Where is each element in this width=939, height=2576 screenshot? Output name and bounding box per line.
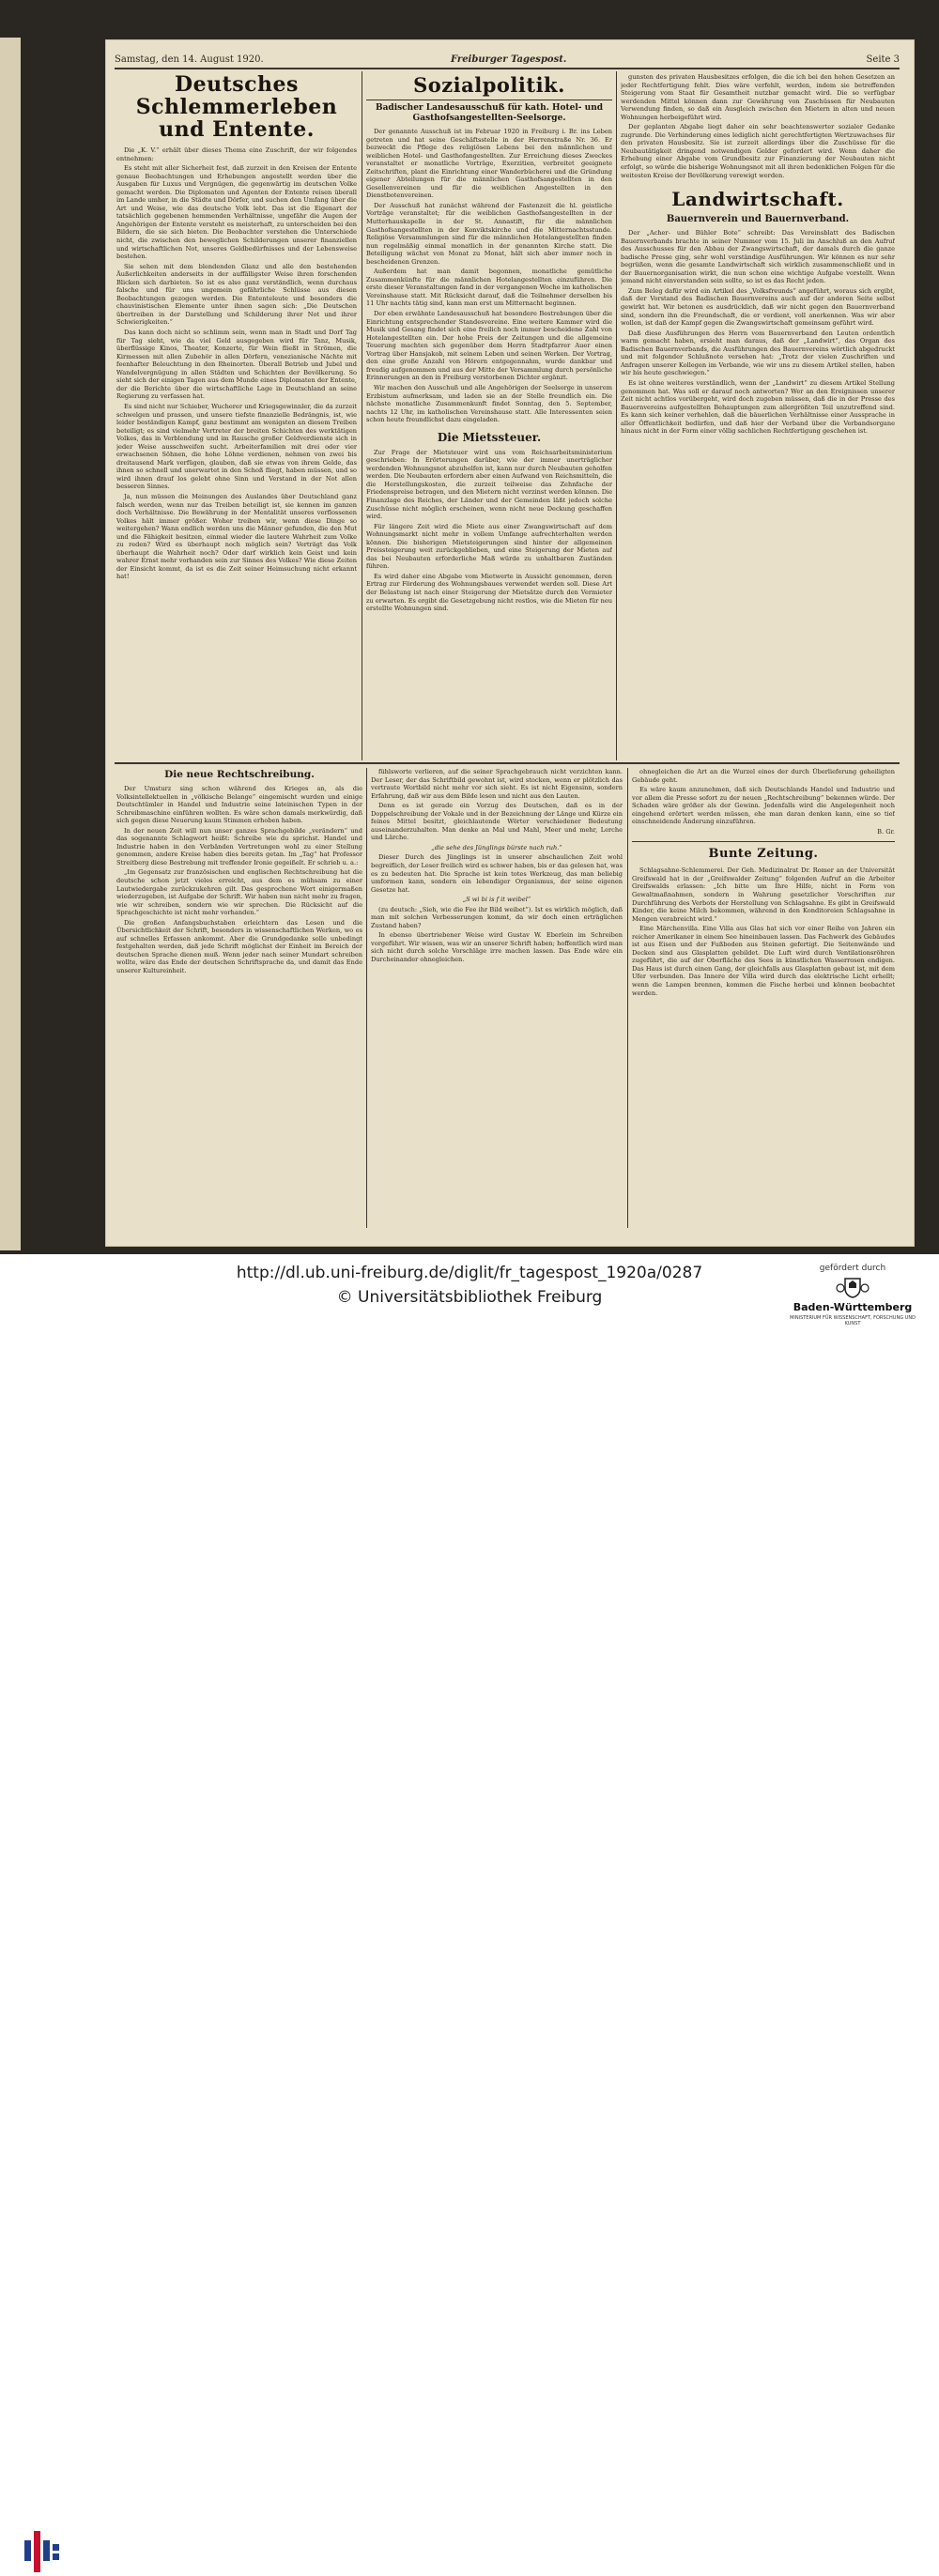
column-rule (616, 71, 617, 760)
paragraph: Zur Frage der Mietsteuer wird uns vom Reichsarbeitsministerium geschrieben: In Erörterungen darüber, wie der immer unerträglicher werdenden Wohnungsnot abzuhelfen ist, kann nur durch Neubauten geholfen werden. Die Neubauten erfordern aber einen Aufwand von Reichsmitteln, die die Herstellungskosten, die zurzeit teilweise das Zehnfache der Friedenspreise betragen, und den Mietern nicht verzinst werden können. Die Finanzlage des Reiches, der Länder und der Gemeinden läßt jedoch solche Zuschüsse nicht möglich erscheinen, wenn nicht neue Deckung geschaffen wird. (366, 448, 612, 521)
article-title: Deutsches Schlemmerleben (135, 73, 338, 119)
article-landwirtschaft (621, 73, 895, 437)
article-schlemmerleben (116, 73, 357, 583)
header-date: Samstag, den 14. August 1920. (115, 54, 264, 65)
quote-line: „die sehe des Jünglings bürste nach ruh.“ (431, 843, 562, 851)
paragraph: Die „K. V.“ erhält über dieses Thema eine Zuschrift, der wir folgendes entnehmen: (116, 146, 357, 162)
paragraph: Schlagsahne-Schlemmerei. Der Geh. Medizinalrat Dr. Romer an der Universität Greifswald hat in der „Greifswalder Zeitung“ folgenden Aufruf an die Arbeiter Greifswalds erlassen: „Ich bitte um Ihre Hilfe, nicht in Form von Gewaltmaßnahmen, sondern in Wahrung gesetzlicher Vorschriften zur Durchführung des Verbots der Herstellung von Schlagsahne. Es gibt in Greifswald Kinder, die keine Milch bekommen, während in den Konditoreien Schlagsahne in Mengen verabreicht wird.“ (632, 866, 895, 923)
university-library-logo-icon (21, 2527, 73, 2576)
paragraph: Es wird daher eine Abgabe vom Mietwerte in Aussicht genommen, deren Ertrag zur Förderung des Wohnungsbaues verwendet werden soll. Diese Art der Belastung ist nach einer Steigerung der Mietsätze durch den Vermieter zu erwarten. Es ergibt die Gesetzgebung nicht restlos, wie die Mieten für neu erstellte Wohnungen sind. (366, 572, 612, 613)
paragraph: Denn es ist gerade ein Vorzug des Deutschen, daß es in der Doppelschreibung der Vokale und in der Bezeichnung der Länge und Kürze ein feines Mittel besitzt, gleichlautende Wörter verschiedener Bedeutung auseinanderzuhalten. Man denke an Mal und Mahl, Meer und mehr, Lerche und Lärche. (371, 802, 623, 842)
column-rule (627, 768, 628, 1228)
copyright-notice: © Universitätsbibliothek Freiburg (336, 1288, 603, 1307)
article-rechtschreibung (116, 768, 362, 977)
paragraph: In ebenso übertriebener Weise wird Gustav W. Eberlein im Schreiben vorgeführt. Wir wissen, was wir an unserer Schrift haben; hoffentlich wird man sich nicht durch solche Vorschläge irre machen lassen. Das Ende wäre ein Durcheinander ohnegleichen. (371, 931, 623, 964)
article-subtitle: Badischer Landesausschuß für kath. Hotel- und Gasthofsangestellten-Seelsorge. (375, 103, 604, 123)
article-bunte-zeitung (632, 768, 895, 999)
article-subtitle: Bauernverein und Bauernverband. (666, 214, 850, 225)
paragraph: Eine Märchenvilla. Eine Villa aus Glas hat sich vor einer Reihe von Jahren ein reicher Amerikaner in einem See hineinbauen lassen. Das Fachwerk des Gebäudes ist aus Eisen und der Fußboden aus Steinen gefertigt. Die Seitenwände und Decken sind aus Glasplatten gebildet. Die Luft wird durch Ventilationsröhren zugeführt, die auf der Oberfläche des Sees in künstlichen Wasserrosen endigen. Das Haus ist durch einen Gang, der gleichfalls aus Glasplatten gebaut ist, mit dem Ufer verbunden. Das Innere der Villa wird durch das elektrische Licht erhellt; wenn die Lampen brennen, kommen die Fische herbei und können beobachtet werden. (632, 925, 895, 997)
sponsor-caption: gefördert durch (819, 1264, 886, 1273)
paragraph: Es sind nicht nur Schieber, Wucherer und Kriegsgewinnler, die da zurzeit schwelgen und prassen, und unsere tiefste finanzielle Bedrängnis, ist, wie leider beständigen Kampf, ganz bestimmt am wenigsten an diesem Treiben beteiligt; es sind vielmehr Vertreter der breiten Schichten des werktätigen Volkes, das in Verblendung und im Rausche großer Geldverdienste sich in jeder Weise ausschweifen sucht. Arbeiterfamilien mit drei oder vier erwachsenen Söhnen, die hohe Löhne verdienen, nehmen von zwei bis dreitausend Mark verfügen, glauben, daß sie etwas von ihrem Gelde, das ihnen so schnell und unerwartet in den Schoß fliegt, haben müssen, und so wird ihnen drauf los gelebt ohne Sinn und Verstand in der Not allen besseren Sinnes. (116, 402, 357, 491)
paragraph: Es steht mit aller Sicherheit fest, daß zurzeit in den Kreisen der Entente genaue Beobachtungen und Erhebungen angestellt werden über die Ausgaben für Luxus und Vergnügen, die gegenwärtig im deutschen Volke gemacht werden. Die Diplomaten und Agenten der Entente reisen überall im Lande umher, in die Städte und Dörfer, und suchen den Umfang über die Art und Weise, wie das deutsche Volk lebt. Das ist die Eigenart der tatsächlich gegebenen hemmenden Verhältnisse, ungefähr die Augen der Angehörigen der Entente versteht es meisterhaft, zu unterscheiden bei den Bildern, die sie sich bieten. Die Beobachter verstehen die Unterschiede nicht, die zwischen den beweglichen Schilderungen unserer finanziellen und wirtschaftlichen Not, unseres Geldbedürfnisses und der Lebensweise bestehen. (116, 164, 357, 261)
article-title: Die neue Rechtschreibung. (164, 769, 315, 780)
paragraph: (zu deutsch: „Sieh, wie die Fee ihr Bild weibet“). Ist es wirklich möglich, daß man mit solchen Verbesserungen kommt, da wir doch einen erträglichen Zustand haben? (371, 905, 623, 929)
article-sozialpolitik (366, 73, 612, 615)
paragraph: In der neuen Zeit will nun unser ganzes Sprachgebilde „verändern“ und das sogenannte Schlagwort heißt: Schreibe wie du sprichst. Handel und Industrie haben in den Verbänden Vertretungen wohl zu einer Stellung genommen, andere Kreise haben dies bereits getan. Im „Tag“ hat Professor Streitberg diese Bestrebung mit treffender Ironie gegeißelt. Er schrieb u. a.: (116, 826, 362, 866)
paragraph: Der eben erwähnte Landesausschuß hat besondere Bestrebungen über die Einrichtung entsprechender Standesvereine. Eine weitere Kammer wird die Musik und Gesang findet sich eine freilich noch immer bescheidene Zahl von Hotelangestellten ein. Der hohe Preis der Zeitungen und die allgemeine Teuerung machten sich gegenüber dem Herrn Stadtpfarrer Auer einen Vortrag über Hansjakob, mit seinem Leben und seinen Werken. Der Vortrag, den eine große Anzahl von Hörern entgegennahm, wurde dankbar und freudig aufgenommen und aus der Mitte der Versammlung durch persönliche Erinnerungen an den in Freiburg verstorbenen Dichter ergänzt. (366, 310, 612, 382)
coat-of-arms-icon (834, 1275, 871, 1299)
paragraph: ohnegleichen die Art an die Wurzel eines der durch Überlieferung geheiligten Gebäude geht. (632, 768, 895, 784)
article-title: und Entente. (159, 117, 315, 142)
paragraph: Daß diese Ausführungen des Herrn vom Bauernverband den Leuten ordentlich warm gemacht haben, ersieht man daraus, daß der „Landwirt“, das Organ des Badischen Bauernverbands, die Ausführungen des Bauernvereins wörtlich abgedruckt und mit folgender Schlußnote versehen hat: „Trotz der vielen Zuschriften und Anfragen unserer Kollegen im Verbande, wie wir uns zu diesem Artikel stellen, haben wir bis heute geschwiegen.“ (621, 329, 895, 377)
article-rechtschreibung-continued (371, 768, 623, 966)
paragraph: Die großen Anfangsbuchstaben erleichtern das Lesen und die Übersichtlichkeit der Schrift, besonders in wissenschaftlichen Werken, wo es auf schnelles Erfassen ankommt. Aber die Grundgedanke solle unbedingt festgehalten werden, daß jede Schrift möglichst der Einheit im Bereich der deutschen Sprache dienen muß. Wenn jeder nach seiner Mundart schreiben wollte, wäre das Ende der deutschen Schriftsprache da, und damit das Ende unserer Kultureinheit. (116, 918, 362, 975)
section-title: Bunte Zeitung. (632, 841, 895, 863)
sponsor-block (787, 1264, 918, 1335)
author-signature: B. Gr. (877, 827, 895, 836)
paragraph: Sie sehen mit dem blendenden Glanz und alle den bestehenden Äußerlichkeiten anderseits in der auffälligster Weise ihren forschenden Blicken sich darbieten. So ist es also ganz verständlich, wenn durchaus falsche und für uns ungemein gefährliche Schlüsse aus diesen Beobachtungen gezogen werden. Die Ententeleute und besonders die chauvinistischen Elemente unter ihnen sagen sich: „Die Deutschen übertreiben in der Darstellung und Schilderung ihrer Not und ihrer Schwierigkeiten.“ (116, 262, 357, 327)
permalink[interactable]: http://dl.ub.uni-freiburg.de/diglit/fr_tagespost_1920a/0287 (236, 1264, 703, 1282)
header-paper-name: Freiburger Tagespost. (451, 54, 567, 65)
section-title: Sozialpolitik. (366, 73, 612, 100)
section-title: Landwirtschaft. (671, 188, 844, 211)
paragraph: fühlsworte verlieren, auf die seiner Sprachgebrauch nicht verzichten kann. Der Leser, der das Schriftbild gewohnt ist, wird stocken, wenn er plötzlich das vertraute Wortbild nicht mehr vor sich sieht. Es ist nicht Eigensinn, sondern Erfahrung, daß wir aus dem Bilde lesen und nicht aus den Lauten. (371, 768, 623, 800)
paragraph: Das kann doch nicht so schlimm sein, wenn man in Stadt und Dorf Tag für Tag sieht, wie da viel Geld ausgegeben wird für Tanz, Musik, überflüssige Kinos, Theater, Konzerte, für Wein fließt in Strömen, die Kirmessen mit allen Zubehör in allen Dörfern, venezianische Nächte mit feenhafter Beleuchtung in den Rheinorten. Überall Betrieb und Jubel und Wandelvergnügung in allen Städten und Schichten der Bevölkerung. So sieht sich der einigen Tagen aus dem Munde eines Diplomaten der Entente, der die Berichte über die wirtschaftliche Lage in Deutschland an seine Regierung zu verfassen hat. (116, 329, 357, 401)
paragraph: Es wäre kaum anzunehmen, daß sich Deutschlands Handel und Industrie und vor allem die Presse sofort zu der neuen „Rechtschreibung“ bekennen würde. Der Schaden wäre größer als der Gewinn. Jedenfalls wird die Angelegenheit noch eingehend erörtert werden müssen, ehe man daran denken kann, eine so tief einschneidende Änderung einzuführen. (632, 786, 895, 826)
paragraph: Es ist ohne weiteres verständlich, wenn der „Landwirt“ zu diesem Artikel Stellung genommen hat. Was soll er darauf noch antworten? Wer an den Ereignissen unserer Zeit nicht achtlos vorübergeht, wird doch zugeben müssen, daß die in der Presse des Bauernvereins aufgestellten Behauptungen zum allergrößten Teil unzutreffend sind. Es kann sich keiner verhehlen, daß die bäuerlichen Verhältnisse einer Aussprache in aller Öffentlichkeit bedürfen, und daß hier der Verband über die Verbandsorgane hinaus nicht in der Form einer völlig sachlichen Rechtfertigung geschehen ist. (621, 378, 895, 436)
paragraph: Außerdem hat man damit begonnen, monatliche gemütliche Zusammenkünfte für die männlichen Hotelangestellten einzuführen. Die erste dieser Veranstaltungen fand in der vergangenen Woche im katholischen Vereinshause statt. Mit Rücksicht darauf, daß die Teilnehmer derselben bis 11 Uhr nachts tätig sind, kann man erst um Mitternacht beginnen. (366, 268, 612, 308)
paragraph: Wir machen den Ausschuß und alle Angehörigen der Seelsorge in unserem Erzbistum aufmerksam, und laden sie an der Stelle freundlich ein. Die nächste monatliche Zusammenkunft findet Sonntag, den 5. September, nachts 12 Uhr, im katholischen Vereinshause statt. Alle Interessenten seien schon heute freundlichst dazu eingeladen. (366, 383, 612, 424)
article-title: Die Mietssteuer. (437, 430, 542, 444)
quote-line: „S wi bi is f it weibel“ (462, 896, 531, 904)
header-page-number: Seite 3 (866, 54, 900, 65)
previous-page-strip (0, 38, 21, 1250)
paragraph: Dieser Durch des Jünglings ist in unserer abschaulichen Zeit wohl begreiflich, der Leser freilich wird es schwer haben, bis er das gelesen hat, was es zu bedeuten hat. Die Sprache ist kein totes Werkzeug, das man beliebig umformen kann, sondern ein lebendiger Organismus, der seine eigenen Gesetze hat. (371, 853, 623, 894)
paragraph: Der Umsturz sing schon während des Krieges an, als die Volksintellektuellen in „völkische Belange“ eingemischt wurden und einige Deutschtümler in Handel und Industrie seine lateinischen Typen in der Schreibmaschine einführen wollten. Es wäre schon damals merkwürdig, daß sich gegen diese Neuerung kaum Stimmen erhoben haben. (116, 785, 362, 825)
sponsor-ministry: MINISTERIUM FÜR WISSENSCHAFT, FORSCHUNG UND KUNST (790, 1315, 916, 1326)
paragraph: „Im Gegensatz zur französischen und englischen Rechtschreibung hat die deutsche schon jetzt vieles erreicht, aus dem es mühsam zu einer Lautwiedergabe zurückzukehren gilt. Das gesprochene Wort einigermaßen wiederzugeben, ist Aufgabe der Schrift. Wir haben nun nicht mehr zu fragen, wie wir schreiben, sondern wie wir sprechen. Die Rücksicht auf die Sprachgeschichte ist nicht mehr vorhanden.“ (116, 868, 362, 917)
paragraph: Der „Acher- und Bühler Bote“ schreibt: Das Vereinsblatt des Badischen Bauernverbands brachte in seiner Nummer vom 15. Juli im Anschluß an den Aufruf des Ausschusses für den Abbau der Zwangswirtschaft, der damals durch die ganze badische Presse ging, sehr wohl verständige Ausführungen. Wir können es nur sehr begrüßen, wenn die gesamte Landwirtschaft sich wirklich zusammenschließt und in der Bauernorganisation wirkt, die nun schon eine wichtige Aufgabe vorstellt. Wenn jemand nicht einverstanden sein sollte, so ist es das Recht jeden. (621, 229, 895, 285)
paragraph: Für längere Zeit wird die Miete aus einer Zwangswirtschaft auf dem Wohnungsmarkt nicht mehr in vollem Umfange aufrechterhalten werden können. Die bisherigen Mietsteigerungen sind hinter der allgemeinen Preissteigerung weit zurückgeblieben, und eine Steigerung der Mieten auf das bei Neubauten erforderliche Maß würde zu unhaltbaren Zuständen führen. (366, 522, 612, 571)
sponsor-name: Baden-Württemberg (793, 1301, 913, 1313)
scan-frame (0, 0, 939, 1254)
section-rule (115, 762, 900, 764)
header-rule (115, 68, 900, 69)
paragraph: Ja, nun müssen die Meinungen des Auslandes über Deutschland ganz falsch werden, wenn nur das Treiben beteiligt ist, sie kennen im ganzen doch Verhältnisse. Die Bewährung in der Mentalität unseres verflossenen Volkes hält immer größer. Woher treiben wir, wenn diese Dinge so weitergehen? Wann endlich werden uns die Männer gefunden, die den Mut und die Fähigkeit besitzen, einmal wieder die lautere Wahrheit zum Volke zu reden? Wird es überhaupt noch möglich sein? Verträgt das Volk überhaupt die Wahrheit noch? Oder darf wirklich kein Geist und kein wahrer Ernst mehr vorhanden sein zur Sinnes des Volkes? Wie diese Zeiten der Einsicht kommt, da ist es die Zeit seiner Heimsuchung nicht erkannt hat! (116, 492, 357, 581)
page-header (115, 54, 900, 68)
paragraph: Der Ausschuß hat zunächst während der Fastenzeit die hl. geistliche Vorträge veranstaltet; für die weiblichen Gasthofsangestellten in der Mutterhauskapelle in der St. Annastift, für die männlichen Gasthofsangestellten in der Konviktskirche und die Mitternachtsstunde. Religiöse Versammlungen sind für die männlichen Hotelangestellten finden nun regelmäßig einmal monatlich in der genannten Kirche statt. Die Beteiligung wächst von Monat zu Monat, hält sich aber immer noch in bescheidenen Grenzen. (366, 201, 612, 266)
paragraph: Der genannte Ausschuß ist im Februar 1920 in Freiburg i. Br. ins Leben getreten und hat seine Geschäftsstelle in der Herrenstraße Nr. 36. Er bezweckt die Pflege des religiösen Lebens bei den männlichen und weiblichen Hotel- und Gasthofangestellten. Zur Erreichung dieses Zweckes veranstaltet er monatliche Vorträge, Exerzitien, verbreitet geeignete Zeitschriften, plant die Einrichtung einer Wanderbücherei und die Gründung eigener Abteilungen für die männlichen Gasthofsangestellten in den Gesellenvereinen und für die weiblichen Angestellten in den Dienstbotenvereinen. (366, 128, 612, 200)
paragraph: gunsten des privaten Hausbesitzes erfolgen, die die ich bei den hohen Gesetzen an jeder Rechtfertigung fehlt. Dies wäre verfehlt, werden, indem sie betreffenden Steigerung vom Staat für Gesamtheit nutzbar gemacht wird. Die so verfügbar werdenden Mittel können dann zur Gewährung von Zuschüssen für Neubauten Verwendung finden, so daß ein Ausgleich zwischen den Mietern in alten und neuen Wohnungen herbeigeführt wird. (621, 73, 895, 121)
paragraph: Zum Beleg dafür wird ein Artikel des „Volksfreunds“ angeführt, woraus sich ergibt, daß der Vorstand des Badischen Bauernvereins auch auf der anderen Seite selbst gewirkt hat. Wir betonen es ausdrücklich, daß wir nicht gegen den Bauernverband sind, sondern ihn die Freundschaft, die er verdient, voll anerkennen. Was wir aber wollen, ist daß der Kampf gegen die Zwangswirtschaft gemeinsam geführt wird. (621, 286, 895, 328)
column-rule (366, 768, 367, 1228)
paragraph: Der geplanten Abgabe liegt daher ein sehr beachtenswerter sozialer Gedanke zugrunde. Die Verhinderung eines lediglich nicht gerechtfertigten Wertzuwachses für den privaten Hausbesitz. Sie ist zurzeit allerdings über die Zuschüsse für die Neubautätigkeit dringend notwendigen Gelder gefordert wird. Wenn daher die Erhebung einer Abgabe vom Grundbesitz zur Finanzierung der Neubauten nicht erfolgt, so würde die bisherige Wohnungsnot mit all ihren bedenklichen Folgen für die weitesten Kreise der Bevölkerung verewigt werden. (621, 123, 895, 179)
